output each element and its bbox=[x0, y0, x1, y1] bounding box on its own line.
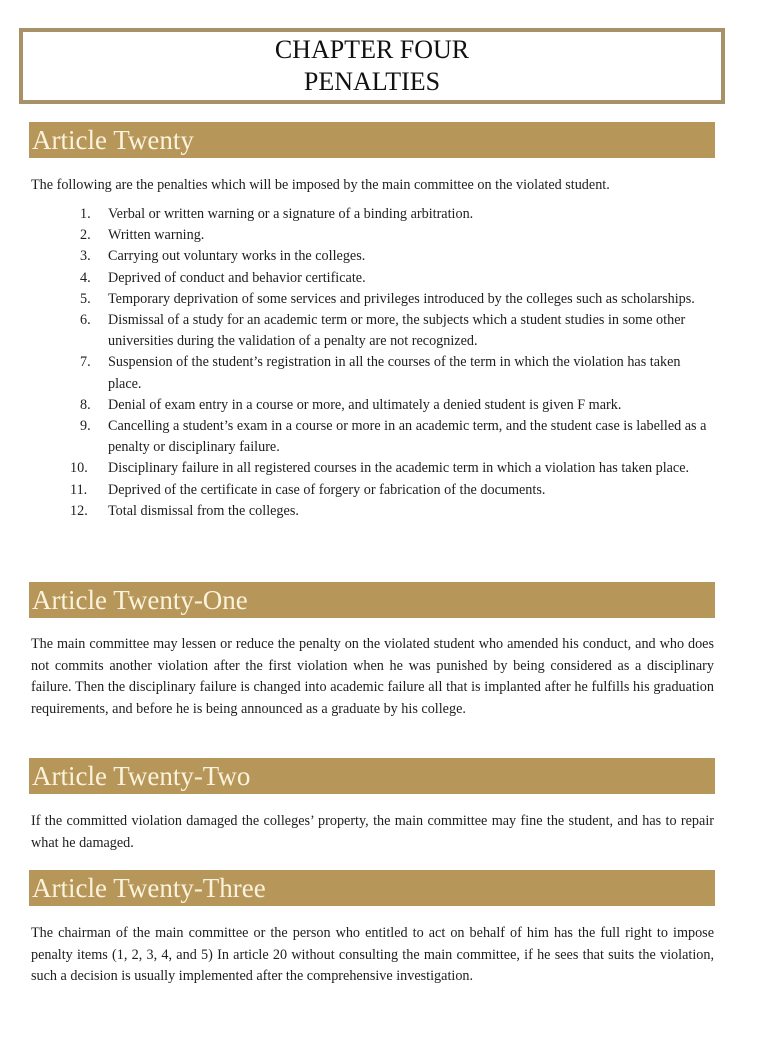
list-item: 8. Denial of exam entry in a course or more, and ultimately a denied student is given F mark. bbox=[80, 396, 622, 413]
chapter-title: CHAPTER FOUR bbox=[274, 35, 470, 64]
list-item: 10. Disciplinary failure in all registered courses in the academic term in which a violation has taken place. bbox=[70, 460, 690, 477]
article-22-body: If the committed violation damaged the colleges’ property, the main committee may fine the student, and has to repair what he damaged. bbox=[31, 813, 714, 851]
article-21-title: Article Twenty-One bbox=[32, 585, 248, 615]
article-20-intro: The following are the penalties which will be imposed by the main committee on the violated student. bbox=[31, 177, 610, 193]
list-item: 2. Written warning. bbox=[80, 227, 205, 244]
chapter-subtitle: PENALTIES bbox=[303, 67, 441, 96]
article-23-banner bbox=[29, 870, 715, 906]
article-20-title: Article Twenty bbox=[32, 125, 194, 155]
article-21-body: The main committee may lessen or reduce the penalty on the violated student who amended his conduct, and who does not commits another violation after the first violation when he was punished by being considered as a disciplinary failure. Then the disciplinary failure is changed into academic failure all that is implanted after he fulfills his graduation requirements, and before he is being announced as a graduate by his college. bbox=[31, 636, 714, 717]
list-item: 6. Dismissal of a study for an academic term or more, the subjects which a student studies in some other universities during the validation of a penalty are not recognized. bbox=[80, 312, 686, 350]
article-23-title: Article Twenty-Three bbox=[32, 873, 266, 903]
chapter-heading-box bbox=[19, 28, 725, 104]
article-22-banner bbox=[29, 758, 715, 794]
list-item: 3. Carrying out voluntary works in the colleges. bbox=[80, 248, 366, 265]
article-21-banner bbox=[29, 582, 715, 618]
article-23-body: The chairman of the main committee or the person who entitled to act on behalf of him has the full right to impose penalty items (1, 2, 3, 4, and 5) In article 20 without consulting the main committee, if he sees that suits the violation, such a decision is usually implemented after the comprehensive investigation. bbox=[31, 925, 714, 984]
penalty-list bbox=[70, 204, 716, 522]
list-item: 5. Temporary deprivation of some services and privileges introduced by the colleges such as scholarships. bbox=[80, 290, 695, 307]
list-item: 7. Suspension of the student’s registration in all the courses of the term in which the violation has taken place. bbox=[80, 354, 681, 392]
list-item: 4. Deprived of conduct and behavior certificate. bbox=[80, 269, 366, 286]
list-item: 1. Verbal or written warning or a signature of a binding arbitration. bbox=[80, 206, 474, 222]
list-item: 11. Deprived of the certificate in case of forgery or fabrication of the documents. bbox=[70, 481, 546, 498]
list-item: 9. Cancelling a student’s exam in a course or more in an academic term, and the student case is labelled as a penalty or disciplinary failure. bbox=[80, 418, 707, 456]
article-20-banner bbox=[29, 122, 715, 158]
article-22-title: Article Twenty-Two bbox=[32, 761, 251, 791]
list-item: 12. Total dismissal from the colleges. bbox=[70, 502, 299, 519]
